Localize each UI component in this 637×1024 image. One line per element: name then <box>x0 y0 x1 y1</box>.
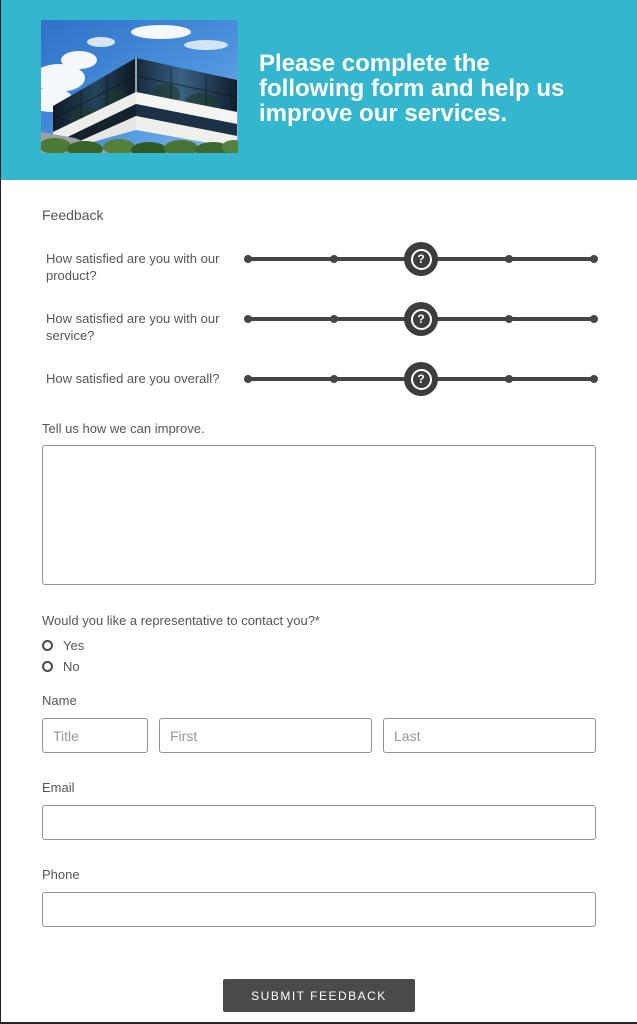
radio-yes-circle[interactable] <box>42 640 53 651</box>
satisfaction-slider-service[interactable] <box>246 302 596 336</box>
email-input[interactable] <box>42 805 596 840</box>
improve-label: Tell us how we can improve. <box>42 421 205 436</box>
slider-handle[interactable] <box>404 242 438 276</box>
slider-tick-1 <box>244 255 252 263</box>
question-mark-icon: ? <box>411 249 432 270</box>
slider-tick-1 <box>244 315 252 323</box>
slider-tick-1 <box>244 375 252 383</box>
form-header <box>1 0 637 180</box>
slider-tick-2 <box>330 375 338 383</box>
slider-tick-5 <box>590 255 598 263</box>
slider-handle[interactable] <box>404 362 438 396</box>
slider-tick-2 <box>330 255 338 263</box>
satisfaction-slider-overall[interactable] <box>246 362 596 396</box>
slider-tick-4 <box>505 315 513 323</box>
email-label: Email <box>42 780 75 795</box>
submit-feedback-button[interactable]: SUBMIT FEEDBACK <box>223 979 415 1012</box>
question-mark-icon: ? <box>411 369 432 390</box>
form-content <box>1 180 637 1012</box>
slider-question-product <box>42 242 596 284</box>
radio-option-yes[interactable] <box>42 638 596 653</box>
slider-question-overall <box>42 362 596 396</box>
name-first-input[interactable] <box>159 718 372 753</box>
question-mark-icon: ? <box>411 309 432 330</box>
slider-tick-4 <box>505 375 513 383</box>
radio-yes-label: Yes <box>63 638 85 653</box>
slider-tick-4 <box>505 255 513 263</box>
phone-input[interactable] <box>42 892 596 927</box>
radio-option-no[interactable] <box>42 659 596 674</box>
slider-question-service-label: How satisfied are you with our service? <box>46 311 220 343</box>
contact-radio-group <box>42 638 596 674</box>
name-label: Name <box>42 693 77 708</box>
phone-label: Phone <box>42 867 80 882</box>
improve-textarea[interactable] <box>42 445 596 585</box>
satisfaction-slider-product[interactable] <box>246 242 596 276</box>
slider-tick-5 <box>590 375 598 383</box>
name-title-input[interactable] <box>42 718 148 753</box>
slider-question-service <box>42 302 596 344</box>
header-title: Please complete the following form and help us improve our services. <box>259 50 565 127</box>
name-fields-row <box>42 718 596 753</box>
radio-no-label: No <box>63 659 80 674</box>
feedback-form-page <box>1 0 637 1022</box>
submit-area <box>42 979 596 1012</box>
slider-question-overall-label: How satisfied are you overall? <box>46 371 220 386</box>
slider-question-product-label: How satisfied are you with our product? <box>46 251 220 283</box>
contact-question-label: Would you like a representative to contact you?* <box>42 613 320 628</box>
slider-tick-2 <box>330 315 338 323</box>
slider-handle[interactable] <box>404 302 438 336</box>
slider-tick-5 <box>590 315 598 323</box>
name-last-input[interactable] <box>383 718 596 753</box>
office-building-photo <box>41 20 238 153</box>
radio-no-circle[interactable] <box>42 661 53 672</box>
office-building-illustration <box>41 20 238 153</box>
feedback-section-label: Feedback <box>42 207 104 223</box>
